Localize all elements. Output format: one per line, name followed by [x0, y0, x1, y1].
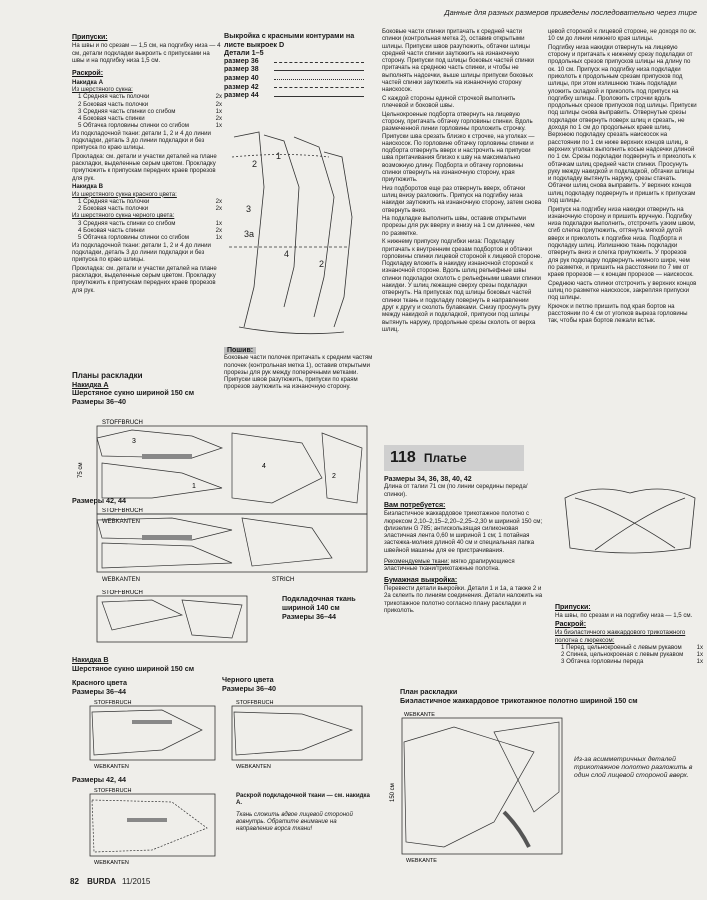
black-list — [72, 220, 222, 242]
list-item — [72, 205, 222, 212]
label-webkanten: WEBKANTEN — [236, 764, 271, 770]
plans-a-title: Накидка А — [72, 379, 109, 389]
pattern-piece — [102, 543, 232, 568]
list-item-label: 4 Боковая часть спинки — [78, 227, 145, 235]
list-item — [72, 198, 222, 205]
piece-number: 3 — [132, 438, 136, 445]
list-item-label: 5 Обтачка горловины спинки со сгибом — [78, 122, 189, 130]
paragraph: Подгибку низа накидки отвернуть на лицевую сторону и притачать к нижнему срезу подкладки от продольных срезов припусков шлицы на длину по ок. 10 см. Припуск на подгибку низа подкладки приколоть к продольным срезам припусков под шлицы, при этом излишнюю ткань подкладки уложить складкой и приколоть под припуск на подгибку шлицы. Проложить строчки вдоль продольных срезов припусков под шлицы. Припуски под шлицы снова выправить. Отвернутые срезы подкладки отвернуть поверх шлиц и срезать, не доходя по 1 см до продольных краев шлиц. Верхнюю подкладку срезать наискосок на расстоянии по 1 см ниже верхних концов шлиц, в верхних уголках выполнить косые надсечки длиной по 1 см. Срезы подкладки подвернуть и приколоть к обтачкам шлиц средней части спинки. Просунуть руку между накидкой и подкладкой, обтачки шлицы и подкладку вытянуть наружу, срезы стачать. Обтачки шлиц снова выправить. У верхних концов шлиц подкладку подвернуть и пришить к припускам под шлицы. — [548, 43, 697, 205]
nakidka-b-title: Накидка В — [72, 183, 103, 191]
paragraph: Цельнокроеные подборта отвернуть на лицевую сторону, притачать обтачку горловины спинки. Вдоль размеченной линии горловины проложить строчку. Припуски шва срезать близко к строчке, на уголках — наискосок. По горловине обтачку горловины спинки и подборта отвернуть вверх и настрочить на припуски шва притачивания близко к шву на максимально возможную длину. Подборта и обтачку горловины спинки отвернуть на изнаночную сторону, края приутюжить. — [382, 110, 535, 184]
red-title: Из шерстяного сукна красного цвета: — [72, 190, 177, 198]
lining-note — [236, 792, 372, 832]
lining-text-b: Из подкладочной ткани: детали 1, 2 и 4 до линии подкладки, деталь 3 до линии подкладки и без припуска по краю шлицы. — [72, 241, 211, 264]
plans-title: Планы раскладки — [72, 371, 143, 380]
list-item — [72, 93, 222, 100]
dress-allow-text: На швы, по срезам и на подгибку низа — 1,5 см. — [555, 612, 693, 620]
piece-number: 4 — [262, 463, 266, 470]
plans-b-title: Накидка В — [72, 655, 109, 664]
black-title: Из шерстяного сукна черного цвета: — [72, 212, 175, 220]
list-item — [72, 122, 222, 129]
pattern-piece — [92, 710, 202, 755]
pattern-piece — [97, 430, 222, 458]
lining-note-italic: Ткань сложить вдвое лицевой стороной вовнутрь. Обратите внимание на направление ворса ткани! — [236, 810, 353, 833]
list-item — [72, 234, 222, 241]
rec-text: мягко драпирующиеся эластичные ткани/трикотажные полотна. — [384, 558, 515, 573]
interlining-mark — [142, 454, 192, 459]
size-legend-item — [224, 84, 374, 93]
paragraph: Среднюю часть спинки отстрочить у верхних концов шлиц по разметке наискосок, закрепляя припуски под шлицы. — [548, 279, 697, 302]
size-legend-label: размер 44 — [224, 92, 259, 100]
pattern-label: 2 — [319, 259, 325, 269]
list-item — [555, 658, 703, 665]
pattern-label: 3a — [244, 229, 255, 239]
label-webkante: WEBKANTE — [404, 712, 435, 718]
pattern-piece — [242, 518, 332, 566]
size-legend-label: размер 36 — [224, 57, 259, 65]
dress-heading — [384, 445, 524, 471]
plans-b-black-block — [222, 676, 276, 693]
interlining-mark — [142, 535, 192, 540]
plans-b-black-sizes: Размеры 36–40 — [222, 683, 277, 693]
size-line-sample — [274, 96, 364, 97]
size-legend-label: размер 40 — [224, 74, 259, 82]
wool-title: Из шерстяного сукна: — [72, 86, 133, 93]
nakidka-a-title: Накидка А — [72, 78, 103, 86]
dress-cutting — [555, 604, 703, 666]
plans-b-red: Красного цвета — [72, 678, 127, 688]
label-stoffbruch: STOFFBRUCH — [94, 700, 132, 706]
size-legend-item — [224, 58, 374, 67]
dress-cut-sub: Из биэластичного жаккардового трикотажного полотна с люрексом: — [555, 629, 686, 644]
need-title: Вам потребуется: — [384, 501, 446, 509]
list-item-label: 2 Боковая часть полочки — [78, 100, 149, 108]
size-legend-item — [224, 92, 374, 101]
wool-list — [72, 93, 222, 129]
plans-b-fabric: Шерстяное сукно шириной 150 см — [72, 663, 195, 673]
column-4 — [548, 28, 698, 326]
pattern-piece — [322, 433, 362, 503]
pattern-piece — [234, 712, 352, 755]
label-dim75: 75 см — [78, 462, 84, 478]
label-stoffbruch: STOFFBRUCH — [102, 590, 143, 596]
size-legend-item — [224, 66, 374, 75]
fabric-outline — [402, 718, 562, 854]
left-column — [72, 34, 222, 295]
pattern-piece — [494, 722, 559, 812]
fabric-outline — [90, 794, 215, 856]
paragraph: Крючок и петлю пришить под края бортов на расстоянии по 4 см от уголков выреза горловины так, чтобы края бортов лежали встык. — [548, 302, 688, 325]
dress-plan-heading — [400, 688, 700, 705]
list-item-qty: 2x — [215, 115, 222, 123]
list-item-qty: 1x — [696, 658, 703, 666]
need-text: Биэластичное жаккардовое трикотажное полотно с люрексом 2,10–2,15–2,20–2,25–2,30 м шириной 150 см; флизелин G 785; антискользящая силиконовая эластичная лента 0,60 м шириной 1 см; 1 потайная застежка-молния длиной 40 см и специальная лапка швейной машины для ее пристрачивания. — [384, 510, 543, 554]
list-item-label: 4 Боковая часть спинки — [78, 115, 145, 123]
list-item-qty: 1x — [696, 651, 703, 659]
rec-block — [384, 558, 544, 573]
sewing-title: Пошив: — [224, 347, 256, 354]
pattern-box-parts: Детали 1–5 — [224, 48, 264, 58]
plans-b-red-sizes: Размеры 36–44 — [72, 686, 127, 696]
list-item-qty: 1x — [215, 219, 222, 227]
layout-diagram-black — [222, 700, 372, 770]
list-item — [72, 227, 222, 234]
allowances-text: На швы и по срезам — 1,5 см, на подгибку низа — 4 см, детали подкладки выкроить с припусками на швы и на подгибку низа 1,5 см. — [72, 42, 221, 64]
paragraph: Боковые части спинки притачать к средней части спинки (контрольная метка 2), оставив открытыми шлицы. Припуски швов разутюжить, обтачки шлицы средней части спинки заутюжить на изнаночную сторону. Припуски под шлицы боковых частей спинки притачать на среднюю часть спинки, и чтобы не выполнять надсечки, выше шлицы припуски боковых частей спинки заутюжить на изнаночную сторону наискосок. — [382, 28, 534, 94]
list-item — [72, 220, 222, 227]
layout-diagram-red — [72, 700, 222, 770]
lining-sizes: Размеры 36–44 — [282, 612, 337, 621]
dress-plan-sub: Биэластичное жаккардовое трикотажное полотно шириной 150 см — [400, 695, 638, 705]
list-item-qty: 1x — [215, 107, 222, 115]
plans-a-sizes1: Размеры 36–40 — [72, 396, 127, 406]
list-item-qty: 2x — [215, 227, 222, 235]
pattern-title: Бумажная выкройка: — [384, 576, 458, 584]
list-item-qty: 2x — [215, 93, 222, 101]
sketch-outline — [595, 498, 685, 550]
lining-text: Из подкладочной ткани: детали 1, 2 и 4 до линии подкладки, деталь 3 до линии подкладки и без припуска по краю шлицы. — [72, 129, 211, 152]
list-item — [555, 644, 703, 651]
pattern-label: 3 — [246, 204, 252, 214]
label-webkante: WEBKANTE — [406, 858, 437, 862]
dress-plan-title: План раскладки — [400, 687, 458, 696]
paragraph: цевой стороной к лицевой стороне, не доходя по ок. 10 см до линии нижнего края шлицы. — [548, 28, 697, 43]
plans-b — [72, 656, 222, 696]
plans-b-sizes-42-44: Размеры 42, 44 — [72, 775, 127, 784]
list-item-qty: 2x — [215, 197, 222, 205]
dress-allow-title: Припуски: — [555, 604, 591, 611]
label-stoffbruch: STOFFBRUCH — [102, 508, 143, 514]
footer — [70, 877, 150, 886]
dress-plan-note: Из-за асимметричных деталей трикотажное полотно разложить в один слой лицевой стороной вверх. — [574, 756, 693, 779]
size-legend-label: размер 42 — [224, 83, 259, 91]
interlining-text: Прокладка: см. детали и участки деталей на плане раскладки, выделенные серым цветом. Прокладку приутюжить к припускам передних краев прорезов для рук. — [72, 152, 217, 182]
layout-diagram-lining — [72, 590, 272, 650]
interlining-mark — [132, 720, 172, 724]
list-item-label: 3 Обтачка горловины переда — [561, 658, 644, 666]
layout-plans — [72, 372, 372, 406]
issue: 11/2015 — [121, 877, 151, 886]
label-dim150: 150 см — [390, 783, 396, 802]
list-item-label: 3 Средняя часть спинки со сгибом — [78, 219, 176, 227]
dress-cut-list — [555, 644, 703, 666]
pattern-piece — [232, 433, 322, 503]
label-webkanten: WEBKANTEN — [94, 764, 129, 770]
layout-diagram-red-42 — [72, 788, 222, 868]
pattern-piece — [404, 727, 534, 847]
list-item — [72, 108, 222, 115]
interlining-text-b: Прокладка: см. детали и участки деталей на плане раскладки, выделенные серым цветом. Прокладку приутюжить к припускам передних краев прорезов для рук. — [72, 264, 217, 294]
size-legend — [224, 58, 374, 101]
pattern-box — [224, 32, 374, 344]
pattern-text: Перевести детали выкройки. Детали 1 и 1а, а также 2 и 2а склеить по линиям соединения. Детали наложить на трикотажное полотно согласно плану раскладки и приколоть. — [384, 585, 543, 614]
dress-cut-title: Раскрой: — [555, 620, 587, 628]
dress-sizes: Размеры 34, 36, 38, 40, 42 — [384, 476, 472, 483]
label-strich: STRICH — [272, 577, 295, 583]
paragraph: К нижнему припуску подгибки низа: Подкладку притачать к внутренним срезам подбортов и обтачки горловины спинки лицевой стороной к лицевой стороне. Подкладку вложить в накидку изнаночной стороной к изнаночной стороне. Вдоль шлиц рельефные швы спинки подкладки сколоть с рельефными швами спинки накидки. У шлиц лежащие сверху срезы подкладки отвернуть. На припусках под шлицы боковых частей спинки ткань и подкладку повернуть в направлении друг к другу и сколоть булавками. Снизу просунуть руку между накидкой и подкладкой, припуски под шлицы вытянуть наружу, продольные срезы сколоть от верха шлиц. — [382, 238, 543, 333]
paragraph: Припуск на подгибку низа накидки отвернуть на изнаночную сторону и пришить вручную. Подгибку низа подкладки выполнить, отстрочить узким швом, сгиб слегка приутюжить, оттянуть мягкой дугой вверх и приколоть к подгибке низа. Подборта и подкладку шлиц. Излишнюю ткань подкладки отвернуть вниз и слегка приутюжить. У прорезов для рук подкладку подвернуть немного шире, чем по разметке, и пришить на расстоянии по 7 мм от краев прорезов — к концам прорезов — наискосок. — [548, 205, 696, 279]
lining-note-bold: Раскрой подкладочной ткани — см. накидка А. — [236, 792, 370, 807]
dress-plan-diagram — [384, 712, 684, 862]
list-item — [72, 101, 222, 108]
dress-number: 118 — [390, 449, 416, 466]
pattern-box-title: Выкройка с красными контурами на листе выкроек D — [224, 31, 355, 49]
list-item-qty: 1x — [696, 643, 703, 651]
plans-a-fabric: Шерстяное сукно шириной 150 см — [72, 388, 195, 398]
pattern-label: 2 — [252, 159, 258, 169]
red-list — [72, 198, 222, 213]
dress-sketch — [555, 478, 705, 578]
pattern-piece — [504, 812, 529, 847]
label-stoffbruch: STOFFBRUCH — [236, 700, 274, 706]
size-legend-label: размер 38 — [224, 66, 259, 74]
list-item-label: 2 Спинка, цельнокроеная с левым рукавом — [561, 651, 684, 659]
paragraph: На подкладке выполнить швы, оставив открытыми прорезы для рук вверху и внизу на 1 см длиннее, чем по разметке. — [382, 215, 535, 237]
label-webkanten: WEBKANTEN — [102, 577, 141, 583]
list-item-qty: 1x — [215, 234, 222, 242]
list-item-label: 1 Средняя часть полочки — [78, 93, 150, 101]
interlining-mark — [127, 818, 167, 822]
paragraph: С каждой стороны единой строчкой выполнить плечевой и боковой швы. — [382, 94, 516, 110]
sewing-text: Боковые части полочек притачать к средним частям полочек (контрольная метка 1), оставив открытыми прорезы для рук между поперечными метками. Припуски швов разутюжить, припуски по краям прорезов заутюжить на изнаночную сторону. — [224, 354, 373, 391]
allowances-title: Припуски: — [72, 34, 108, 41]
list-item-label: 1 Перед, цельнокроеный с левым рукавом — [561, 643, 682, 651]
list-item-label: 1 Средняя часть полочки — [78, 197, 150, 205]
list-item — [72, 115, 222, 122]
pattern-outline — [294, 137, 334, 317]
pattern-piece — [102, 600, 182, 630]
brand: BURDA — [87, 877, 116, 886]
cutting-title: Раскрой: — [72, 70, 104, 78]
rec-title: Рекомендуемые ткани: — [384, 558, 450, 566]
list-item-label: 3 Средняя часть спинки со сгибом — [78, 107, 176, 115]
layout-diagram-a2 — [72, 508, 372, 588]
sketch-outline — [575, 498, 675, 548]
dress-length: Длина от талии 71 см (по линии середины переда/спинки). — [384, 483, 528, 498]
header-note: Данные для разных размеров приведены последовательно через тире — [444, 8, 697, 17]
paragraph: Низ подборотов еще раз отвернуть вверх, обтачки шлиц внизу разложить. Припуск на подгибку низа накидки заутюжить на изнаночную сторону, затем снова отвернуть вниз. — [382, 184, 542, 214]
fabric-outline — [97, 596, 247, 642]
pattern-piece — [102, 463, 222, 498]
size-line-sample — [274, 87, 364, 88]
pattern-outline — [239, 327, 344, 334]
size-line-sample — [274, 62, 364, 63]
size-line-sample — [274, 79, 364, 80]
list-item-qty: 2x — [215, 100, 222, 108]
plans-a-sizes2: Размеры 42, 44 — [72, 496, 127, 505]
label-webkanten: WEBKANTEN — [102, 519, 141, 525]
piece-number: 1 — [192, 483, 196, 490]
list-item — [555, 651, 703, 658]
pattern-label: 1 — [276, 151, 282, 161]
column-3 — [382, 28, 542, 334]
plans-b-black: Черного цвета — [222, 675, 274, 684]
piece-number: 2 — [332, 473, 336, 480]
size-legend-item — [224, 75, 374, 84]
pattern-piece — [182, 600, 242, 638]
pattern-label: 4 — [284, 249, 290, 259]
list-item-label: 2 Боковая часть полочки — [78, 205, 149, 213]
pattern-sketch — [224, 127, 374, 347]
dress-title: Платье — [423, 451, 467, 465]
label-stoffbruch: STOFFBRUCH — [94, 788, 132, 794]
dress-block — [384, 476, 544, 615]
list-item-label: 5 Обтачка горловины спинки со сгибом — [78, 234, 189, 242]
list-item-qty: 2x — [215, 205, 222, 213]
lining-label: Подкладочная ткань шириной 140 см — [282, 594, 356, 612]
label-stoffbruch: STOFFBRUCH — [102, 420, 143, 426]
label-webkanten: WEBKANTEN — [94, 860, 129, 866]
size-line-sample — [274, 70, 364, 71]
page-number: 82 — [70, 877, 79, 886]
list-item-qty: 1x — [215, 122, 222, 130]
pattern-outline — [264, 135, 299, 307]
pattern-piece — [92, 800, 207, 852]
